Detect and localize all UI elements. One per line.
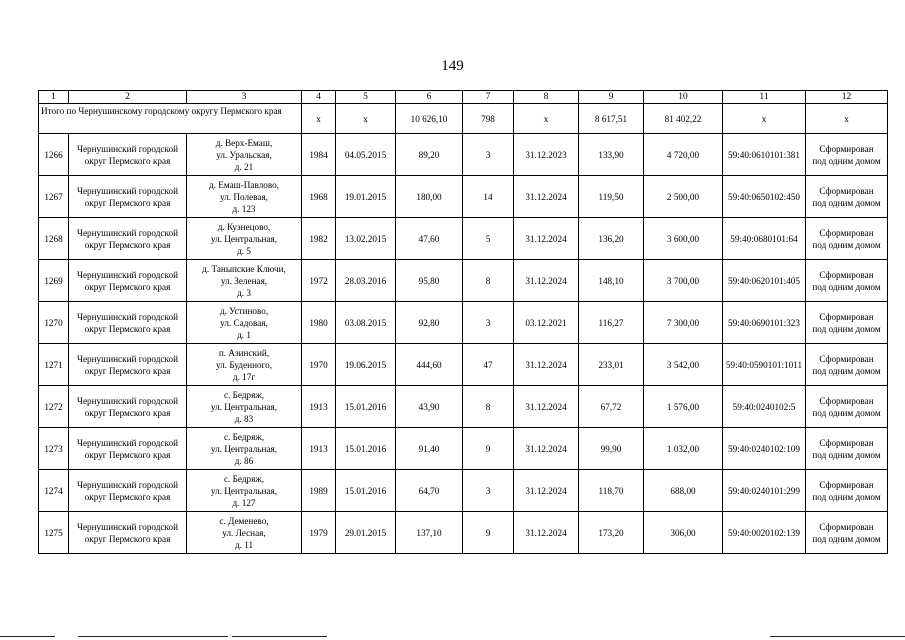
- table-row: [39, 386, 888, 428]
- municipality-cell-line: округ Пермского края: [84, 197, 171, 208]
- year-cell: 1980: [302, 302, 336, 344]
- amount-cell: 7 300,00: [644, 302, 723, 344]
- amount-cell: 4 720,00: [644, 134, 723, 176]
- municipality-cell-line: округ Пермского края: [84, 407, 171, 418]
- status-cell-line: под одним домом: [812, 407, 881, 418]
- area2-cell: 67,72: [579, 386, 644, 428]
- address-cell-line: д. 21: [234, 161, 254, 172]
- municipality-cell-line: Чернушинский городской: [76, 185, 179, 196]
- status-cell-line: Сформирован: [819, 227, 874, 238]
- address-cell: [187, 176, 302, 218]
- row-number: 1266: [39, 134, 69, 176]
- amount-cell: 3 542,00: [644, 344, 723, 386]
- status-cell-line: под одним домом: [812, 281, 881, 292]
- row-number: 1273: [39, 428, 69, 470]
- column-number: 2: [69, 91, 187, 104]
- row-number: 1275: [39, 512, 69, 554]
- status-cell-line: Сформирован: [819, 395, 874, 406]
- address-cell-line: д. Верх-Емаш,: [215, 137, 273, 148]
- amount-cell: 1 576,00: [644, 386, 723, 428]
- row-number: 1267: [39, 176, 69, 218]
- area-cell: 137,10: [396, 512, 463, 554]
- address-cell-line: с. Бедряж,: [223, 389, 265, 400]
- address-cell: [187, 260, 302, 302]
- table-row: [39, 176, 888, 218]
- municipality-cell-line: Чернушинский городской: [76, 143, 179, 154]
- column-number: 7: [463, 91, 514, 104]
- total-cell: 798: [463, 104, 514, 134]
- municipality-cell-line: округ Пермского края: [84, 533, 171, 544]
- table-row: [39, 218, 888, 260]
- year-cell: 1913: [302, 428, 336, 470]
- status-cell-line: Сформирован: [819, 437, 874, 448]
- column-number: 5: [336, 91, 396, 104]
- count-cell: 47: [463, 344, 514, 386]
- cadastral-cell: 59:40:0620101:405: [723, 260, 806, 302]
- municipality-cell: [69, 512, 187, 554]
- address-cell: [187, 386, 302, 428]
- year-cell: 1984: [302, 134, 336, 176]
- municipality-cell: [69, 176, 187, 218]
- address-cell-line: с. Деменево,: [219, 515, 269, 526]
- municipality-cell-line: округ Пермского края: [84, 449, 171, 460]
- cadastral-cell: 59:40:0610101:381: [723, 134, 806, 176]
- address-cell-line: ул. Центральная,: [210, 443, 278, 454]
- column-number: 11: [723, 91, 806, 104]
- total-cell: x: [723, 104, 806, 134]
- total-cell: 81 402,22: [644, 104, 723, 134]
- row-number: 1270: [39, 302, 69, 344]
- area2-cell: 133,90: [579, 134, 644, 176]
- municipality-cell-line: округ Пермского края: [84, 365, 171, 376]
- cadastral-cell: 59:40:0680101:64: [723, 218, 806, 260]
- address-cell: [187, 302, 302, 344]
- address-cell: [187, 470, 302, 512]
- year-cell: 1972: [302, 260, 336, 302]
- date-cell: 19.01.2015: [336, 176, 396, 218]
- municipality-cell: [69, 218, 187, 260]
- address-cell-line: ул. Уральская,: [216, 149, 272, 160]
- table-row: [39, 470, 888, 512]
- status-cell-line: Сформирован: [819, 269, 874, 280]
- status-cell: [806, 470, 888, 512]
- amount-cell: 306,00: [644, 512, 723, 554]
- status-cell-line: Сформирован: [819, 479, 874, 490]
- area-cell: 89,20: [396, 134, 463, 176]
- address-cell-line: д. 83: [234, 413, 254, 424]
- amount-cell: 3 600,00: [644, 218, 723, 260]
- deadline-cell: 31.12.2023: [514, 134, 579, 176]
- cadastral-cell: 59:40:0590101:1011: [723, 344, 806, 386]
- year-cell: 1982: [302, 218, 336, 260]
- area2-cell: 119,50: [579, 176, 644, 218]
- address-cell-line: ул. Полевая,: [220, 191, 268, 202]
- date-cell: 13.02.2015: [336, 218, 396, 260]
- count-cell: 3: [463, 302, 514, 344]
- total-cell: x: [336, 104, 396, 134]
- deadline-cell: 31.12.2024: [514, 260, 579, 302]
- address-cell-line: ул. Зеленая,: [220, 275, 268, 286]
- date-cell: 28.03.2016: [336, 260, 396, 302]
- status-cell-line: под одним домом: [812, 323, 881, 334]
- count-cell: 5: [463, 218, 514, 260]
- amount-cell: 688,00: [644, 470, 723, 512]
- address-cell-line: д. 5: [237, 245, 251, 256]
- address-cell-line: п. Азинский,: [218, 347, 270, 358]
- status-cell: [806, 512, 888, 554]
- row-number: 1272: [39, 386, 69, 428]
- year-cell: 1970: [302, 344, 336, 386]
- deadline-cell: 31.12.2024: [514, 428, 579, 470]
- area-cell: 43,90: [396, 386, 463, 428]
- area-cell: 92,80: [396, 302, 463, 344]
- cadastral-cell: 59:40:0020102:139: [723, 512, 806, 554]
- count-cell: 9: [463, 428, 514, 470]
- page-bottom-rules: [0, 634, 905, 640]
- deadline-cell: 31.12.2024: [514, 176, 579, 218]
- status-cell-line: под одним домом: [812, 533, 881, 544]
- address-cell: [187, 512, 302, 554]
- year-cell: 1989: [302, 470, 336, 512]
- count-cell: 3: [463, 134, 514, 176]
- date-cell: 15.01.2016: [336, 386, 396, 428]
- address-cell-line: с. Бедряж,: [223, 431, 265, 442]
- municipality-cell: [69, 134, 187, 176]
- status-cell: [806, 260, 888, 302]
- address-cell: [187, 344, 302, 386]
- amount-cell: 3 700,00: [644, 260, 723, 302]
- address-cell-line: ул. Садовая,: [220, 317, 268, 328]
- table-row: [39, 512, 888, 554]
- status-cell-line: под одним домом: [812, 239, 881, 250]
- address-cell-line: д. Емаш-Павлово,: [208, 179, 280, 190]
- cadastral-cell: 59:40:0650102:450: [723, 176, 806, 218]
- count-cell: 14: [463, 176, 514, 218]
- address-cell-line: д. 1: [237, 329, 251, 340]
- column-number: 12: [806, 91, 888, 104]
- status-cell: [806, 134, 888, 176]
- table-row: [39, 302, 888, 344]
- address-cell-line: ул. Центральная,: [210, 233, 278, 244]
- municipality-cell-line: округ Пермского края: [84, 155, 171, 166]
- area2-cell: 99,90: [579, 428, 644, 470]
- municipality-cell-line: Чернушинский городской: [76, 269, 179, 280]
- area-cell: 444,60: [396, 344, 463, 386]
- year-cell: 1979: [302, 512, 336, 554]
- table-row: [39, 428, 888, 470]
- date-cell: 03.08.2015: [336, 302, 396, 344]
- count-cell: 9: [463, 512, 514, 554]
- address-cell: [187, 218, 302, 260]
- status-cell-line: Сформирован: [819, 185, 874, 196]
- municipality-cell-line: Чернушинский городской: [76, 311, 179, 322]
- address-cell-line: ул. Лесная,: [222, 527, 266, 538]
- address-cell-line: д. 11: [234, 539, 254, 550]
- table-row: [39, 134, 888, 176]
- cadastral-cell: 59:40:0240102:109: [723, 428, 806, 470]
- address-cell-line: д. Устиново,: [219, 305, 269, 316]
- area2-cell: 233,01: [579, 344, 644, 386]
- status-cell: [806, 344, 888, 386]
- municipality-cell: [69, 470, 187, 512]
- deadline-cell: 31.12.2024: [514, 512, 579, 554]
- total-cell: 8 617,51: [579, 104, 644, 134]
- address-cell-line: ул. Центральная,: [210, 401, 278, 412]
- status-cell-line: под одним домом: [812, 197, 881, 208]
- area2-cell: 173,20: [579, 512, 644, 554]
- cadastral-cell: 59:40:0240101:299: [723, 470, 806, 512]
- cadastral-cell: 59:40:0690101:323: [723, 302, 806, 344]
- municipality-cell-line: округ Пермского края: [84, 323, 171, 334]
- address-cell-line: д. Таныпские Ключи,: [202, 263, 286, 274]
- address-cell: [187, 428, 302, 470]
- count-cell: 8: [463, 260, 514, 302]
- status-cell-line: под одним домом: [812, 491, 881, 502]
- status-cell-line: под одним домом: [812, 365, 881, 376]
- cadastral-cell: 59:40:0240102:5: [723, 386, 806, 428]
- table-row: [39, 260, 888, 302]
- column-number: 9: [579, 91, 644, 104]
- municipality-cell-line: Чернушинский городской: [76, 521, 179, 532]
- count-cell: 8: [463, 386, 514, 428]
- status-cell: [806, 218, 888, 260]
- area2-cell: 136,20: [579, 218, 644, 260]
- date-cell: 04.05.2015: [336, 134, 396, 176]
- deadline-cell: 31.12.2024: [514, 218, 579, 260]
- total-cell: x: [514, 104, 579, 134]
- column-number: 6: [396, 91, 463, 104]
- row-number: 1269: [39, 260, 69, 302]
- column-number: 4: [302, 91, 336, 104]
- municipality-cell-line: Чернушинский городской: [76, 227, 179, 238]
- count-cell: 3: [463, 470, 514, 512]
- year-cell: 1968: [302, 176, 336, 218]
- status-cell-line: Сформирован: [819, 143, 874, 154]
- column-number: 3: [187, 91, 302, 104]
- address-cell-line: д. 86: [234, 455, 254, 466]
- address-cell-line: ул. Центральная,: [210, 485, 278, 496]
- area2-cell: 148,10: [579, 260, 644, 302]
- municipality-cell-line: Чернушинский городской: [76, 353, 179, 364]
- total-cell: x: [806, 104, 888, 134]
- address-cell-line: с. Бедряж,: [223, 473, 265, 484]
- status-cell: [806, 176, 888, 218]
- area-cell: 91,40: [396, 428, 463, 470]
- municipality-cell: [69, 260, 187, 302]
- area2-cell: 116,27: [579, 302, 644, 344]
- date-cell: 15.01.2016: [336, 428, 396, 470]
- page-number: 149: [441, 58, 464, 74]
- date-cell: 15.01.2016: [336, 470, 396, 512]
- municipality-cell-line: округ Пермского края: [84, 491, 171, 502]
- row-number: 1274: [39, 470, 69, 512]
- address-cell-line: д. 123: [232, 203, 256, 214]
- date-cell: 19.06.2015: [336, 344, 396, 386]
- address-cell-line: д. 127: [232, 497, 256, 508]
- column-number-row: [39, 91, 888, 104]
- total-label: Итого по Чернушинскому городскому округу Пермского края: [39, 104, 302, 134]
- area-cell: 47,60: [396, 218, 463, 260]
- deadline-cell: 31.12.2024: [514, 344, 579, 386]
- column-number: 8: [514, 91, 579, 104]
- area-cell: 64,70: [396, 470, 463, 512]
- municipality-cell-line: Чернушинский городской: [76, 479, 179, 490]
- deadline-cell: 31.12.2024: [514, 386, 579, 428]
- column-number: 10: [644, 91, 723, 104]
- status-cell: [806, 302, 888, 344]
- municipality-cell-line: округ Пермского края: [84, 281, 171, 292]
- table-row: [39, 344, 888, 386]
- municipality-cell: [69, 386, 187, 428]
- area-cell: 95,80: [396, 260, 463, 302]
- area-cell: 180,00: [396, 176, 463, 218]
- municipality-cell-line: округ Пермского края: [84, 239, 171, 250]
- status-cell-line: Сформирован: [819, 311, 874, 322]
- status-cell-line: Сформирован: [819, 521, 874, 532]
- deadline-cell: 31.12.2024: [514, 470, 579, 512]
- status-cell-line: Сформирован: [819, 353, 874, 364]
- municipality-cell: [69, 302, 187, 344]
- row-number: 1268: [39, 218, 69, 260]
- amount-cell: 2 500,00: [644, 176, 723, 218]
- status-cell: [806, 386, 888, 428]
- municipality-cell-line: Чернушинский городской: [76, 437, 179, 448]
- status-cell-line: под одним домом: [812, 449, 881, 460]
- area2-cell: 118,70: [579, 470, 644, 512]
- amount-cell: 1 032,00: [644, 428, 723, 470]
- municipality-cell: [69, 428, 187, 470]
- address-cell-line: д. 3: [237, 287, 251, 298]
- deadline-cell: 03.12.2021: [514, 302, 579, 344]
- registry-table: [38, 90, 888, 554]
- municipality-cell-line: Чернушинский городской: [76, 395, 179, 406]
- total-row: [39, 104, 888, 134]
- status-cell-line: под одним домом: [812, 155, 881, 166]
- total-cell: x: [302, 104, 336, 134]
- row-number: 1271: [39, 344, 69, 386]
- column-number: 1: [39, 91, 69, 104]
- address-cell-line: ул. Буденного,: [215, 359, 273, 370]
- address-cell: [187, 134, 302, 176]
- address-cell-line: д. 17г: [232, 371, 256, 382]
- total-cell: 10 626,10: [396, 104, 463, 134]
- address-cell-line: д. Кузнецово,: [217, 221, 271, 232]
- status-cell: [806, 428, 888, 470]
- year-cell: 1913: [302, 386, 336, 428]
- municipality-cell: [69, 344, 187, 386]
- date-cell: 29.01.2015: [336, 512, 396, 554]
